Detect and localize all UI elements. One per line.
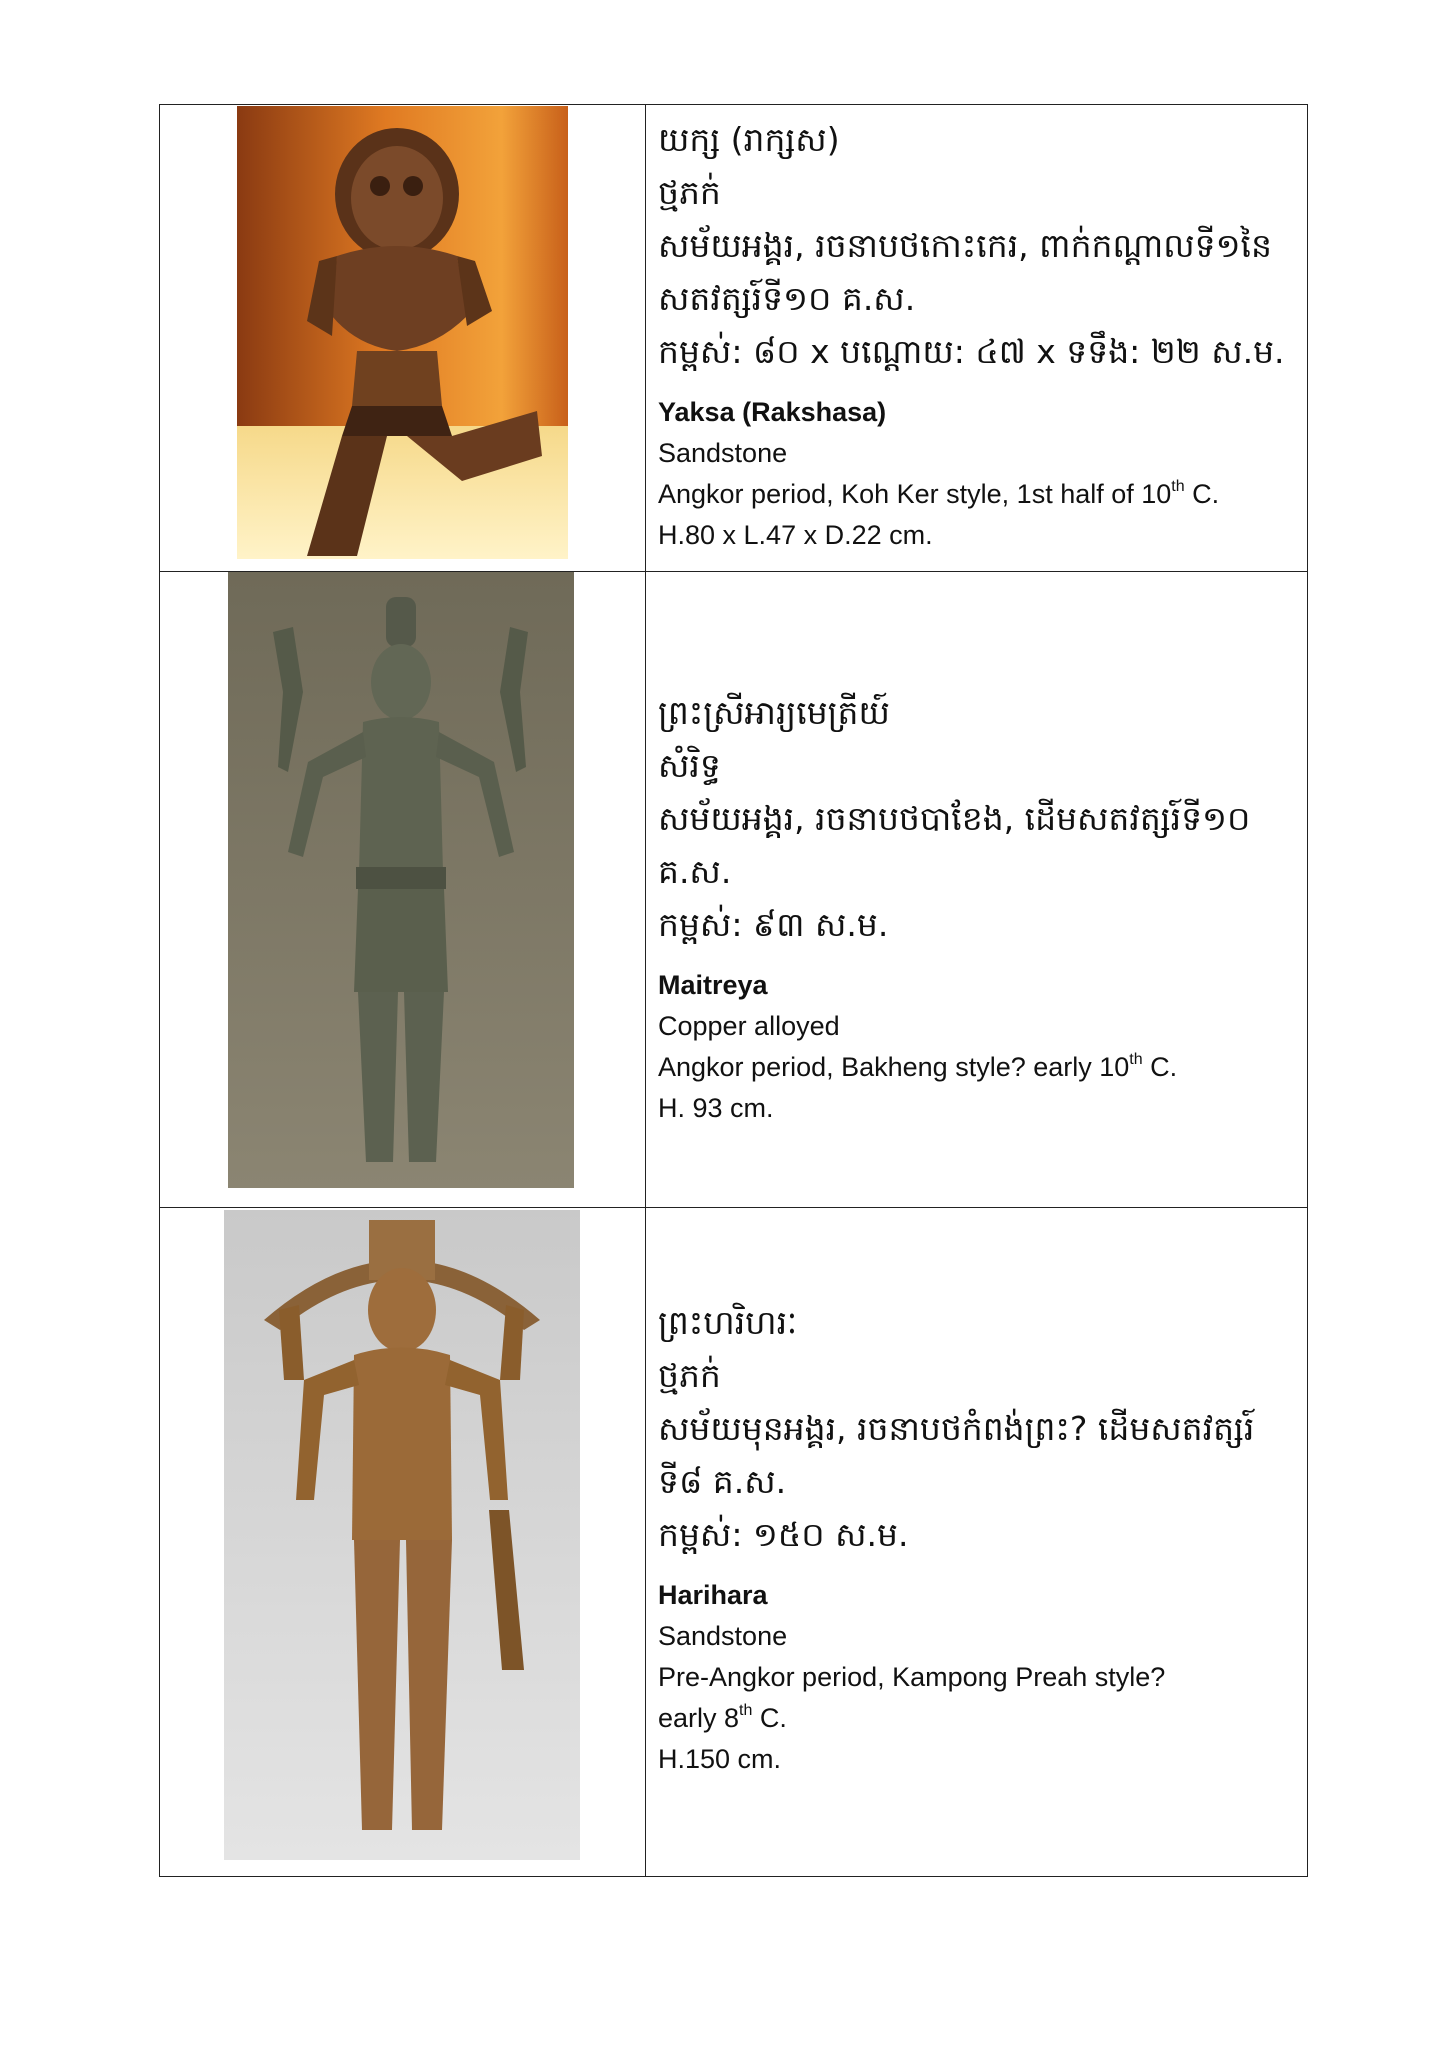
english-title: Maitreya — [658, 970, 768, 1000]
english-material: Sandstone — [658, 438, 788, 468]
text-cell-harihara — [646, 1208, 1308, 1877]
khmer-material: សំរិទ្ធ — [658, 746, 721, 785]
khmer-dimensions: កម្ពស់: ៨០ x បណ្តោយ: ៤៧ x ទទឹង: ២២ ស.ម. — [658, 332, 1285, 371]
khmer-dimensions: កម្ពស់: ១៥០ ស.ម. — [658, 1515, 909, 1554]
text-cell-maitreya — [646, 572, 1308, 1208]
khmer-period-line: សតវត្សរ៍ទី១០ គ.ស. — [658, 279, 916, 318]
khmer-title: ព្រះស្រីអារ្យមេត្រីយ៍ — [658, 693, 890, 732]
catalog-table — [159, 104, 1308, 1877]
catalog-row-yaksa — [160, 105, 1308, 572]
english-dimensions: H.80 x L.47 x D.22 cm. — [658, 520, 933, 550]
harihara-photo — [224, 1210, 580, 1860]
catalog-row-maitreya — [160, 572, 1308, 1208]
image-cell-maitreya — [160, 572, 646, 1208]
khmer-material: ថ្មភក់ — [658, 1356, 721, 1395]
catalog-row-harihara — [160, 1208, 1308, 1877]
english-title: Yaksa (Rakshasa) — [658, 397, 887, 427]
english-period: Angkor period, Koh Ker style, 1st half of 10th C. — [658, 478, 1220, 509]
yaksa-photo — [237, 106, 568, 559]
khmer-period-line: សម័យអង្គរ, រចនាបថកោះកេរ, ពាក់កណ្តាលទី១នៃ — [658, 226, 1272, 265]
maitreya-photo — [228, 572, 574, 1188]
khmer-material: ថ្មភក់ — [658, 173, 721, 212]
image-cell-harihara — [160, 1208, 646, 1877]
english-period: Angkor period, Bakheng style? early 10th C. — [658, 1051, 1178, 1082]
image-cell-yaksa — [160, 105, 646, 572]
khmer-title: ព្រះហរិហរៈ — [658, 1303, 798, 1342]
english-dimensions: H. 93 cm. — [658, 1093, 774, 1123]
khmer-dimensions: កម្ពស់: ៩៣ ស.ម. — [658, 905, 889, 944]
khmer-period-line: ទី៨ គ.ស. — [658, 1462, 787, 1501]
khmer-period-line: សម័យមុនអង្គរ, រចនាបថកំពង់ព្រះ? ដើមសតវត្សរ៍ — [658, 1409, 1255, 1448]
khmer-title: យក្ស (រាក្សស) — [658, 120, 840, 159]
english-period: Pre-Angkor period, Kampong Preah style? — [658, 1662, 1166, 1692]
text-cell-yaksa — [646, 105, 1308, 572]
english-title: Harihara — [658, 1580, 768, 1610]
english-dimensions: H.150 cm. — [658, 1744, 782, 1774]
english-material: Copper alloyed — [658, 1011, 840, 1041]
english-period: early 8th C. — [658, 1702, 787, 1733]
english-material: Sandstone — [658, 1621, 788, 1651]
khmer-period-line: សម័យអង្គរ, រចនាបថបាខែង, ដើមសតវត្សរ៍ទី១០ គ.ស. — [658, 799, 1251, 891]
